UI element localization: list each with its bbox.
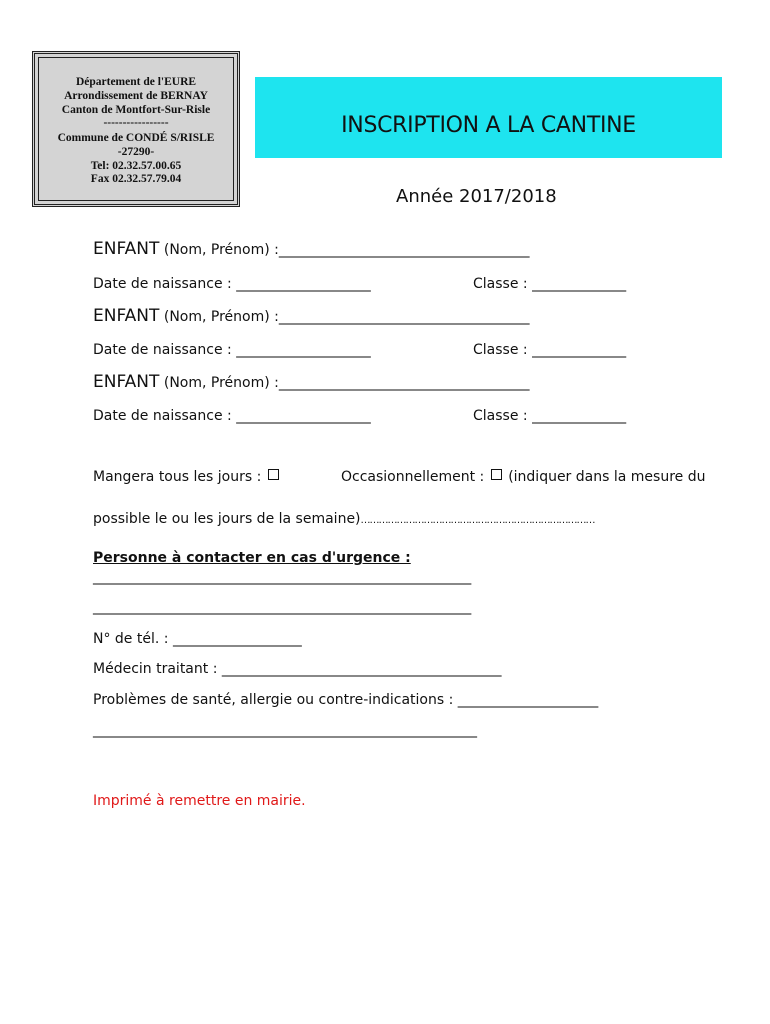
header-line-separator: -----------------	[103, 117, 169, 129]
header-line-department: Département de l'EURE	[75, 76, 197, 88]
child-1-class-row	[473, 276, 625, 292]
daily-label: Mangera tous les jours :	[93, 469, 262, 485]
child-2-class-field[interactable]: ________________	[532, 342, 625, 358]
municipality-header-box	[32, 51, 240, 207]
child-1-dob-label: Date de naissance :	[93, 276, 232, 292]
indication-text-end: possible le ou les jours de la semaine)	[93, 511, 361, 527]
footer-note: Imprimé à remettre en mairie.	[93, 793, 306, 809]
child-1-name-row	[93, 239, 528, 259]
header-line-canton: Canton de Montfort-Sur-Risle	[61, 104, 211, 116]
doctor-label: Médecin traitant :	[93, 661, 218, 677]
child-1-dob-field[interactable]: _______________________	[236, 276, 370, 292]
phone-field[interactable]: ______________________	[172, 631, 301, 647]
header-line-fax: Fax 02.32.57.79.04	[90, 173, 182, 185]
attendance-indication-line	[93, 511, 595, 527]
child-2-dob-row	[93, 342, 370, 358]
child-3-name-row	[93, 372, 528, 392]
health-line-2[interactable]: __________________________________________________________________	[93, 722, 476, 738]
doctor-row	[93, 661, 500, 677]
occasional-label: Occasionnellement :	[341, 469, 485, 485]
child-2-dob-field[interactable]: _______________________	[236, 342, 370, 358]
child-2-name-field[interactable]: ___________________________________________	[278, 309, 529, 325]
school-year: Année 2017/2018	[396, 186, 557, 207]
child-1-label: ENFANT	[93, 239, 160, 259]
child-3-dob-label: Date de naissance :	[93, 408, 232, 424]
child-3-name-label: (Nom, Prénom) :	[163, 375, 279, 391]
daily-checkbox-icon[interactable]	[268, 469, 279, 480]
header-line-phone: Tel: 02.32.57.00.65	[90, 160, 182, 172]
occasional-checkbox-icon[interactable]	[491, 469, 502, 480]
phone-row	[93, 631, 301, 647]
child-1-dob-row	[93, 276, 370, 292]
doctor-field[interactable]: ________________________________________________	[221, 661, 501, 677]
page-title: INSCRIPTION A LA CANTINE	[341, 113, 636, 138]
child-3-name-field[interactable]: ___________________________________________	[278, 375, 529, 391]
header-line-commune: Commune de CONDÉ S/RISLE	[57, 132, 215, 144]
child-2-name-label: (Nom, Prénom) :	[163, 309, 279, 325]
child-1-name-label: (Nom, Prénom) :	[163, 242, 279, 258]
child-2-class-label: Classe :	[473, 342, 528, 358]
health-label: Problèmes de santé, allergie ou contre-indications :	[93, 692, 454, 708]
child-1-class-field[interactable]: ________________	[532, 276, 625, 292]
child-1-class-label: Classe :	[473, 276, 528, 292]
child-2-class-row	[473, 342, 625, 358]
municipality-header-inner	[38, 57, 234, 201]
emergency-heading: Personne à contacter en cas d'urgence :	[93, 550, 411, 566]
attendance-daily	[93, 469, 281, 485]
header-line-postcode: -27290-	[117, 146, 155, 158]
child-2-dob-label: Date de naissance :	[93, 342, 232, 358]
indication-dots-field[interactable]: ……………………………………………………………………	[360, 515, 595, 526]
title-banner	[255, 77, 722, 158]
child-3-class-field[interactable]: ________________	[532, 408, 625, 424]
child-3-class-row	[473, 408, 625, 424]
attendance-occasional	[341, 469, 705, 485]
child-3-class-label: Classe :	[473, 408, 528, 424]
emergency-line-2[interactable]: _________________________________________________________________	[93, 599, 471, 615]
phone-label: N° de tél. :	[93, 631, 169, 647]
child-3-dob-field[interactable]: _______________________	[236, 408, 370, 424]
health-field[interactable]: ________________________	[457, 692, 597, 708]
health-row	[93, 692, 597, 708]
child-2-label: ENFANT	[93, 306, 160, 326]
emergency-line-1[interactable]: _________________________________________________________________	[93, 569, 471, 585]
child-3-label: ENFANT	[93, 372, 160, 392]
indication-text-start: (indiquer dans la mesure du	[508, 469, 706, 485]
child-2-name-row	[93, 306, 528, 326]
child-1-name-field[interactable]: ___________________________________________	[278, 242, 529, 258]
child-3-dob-row	[93, 408, 370, 424]
header-line-arrondissement: Arrondissement de BERNAY	[64, 90, 208, 102]
